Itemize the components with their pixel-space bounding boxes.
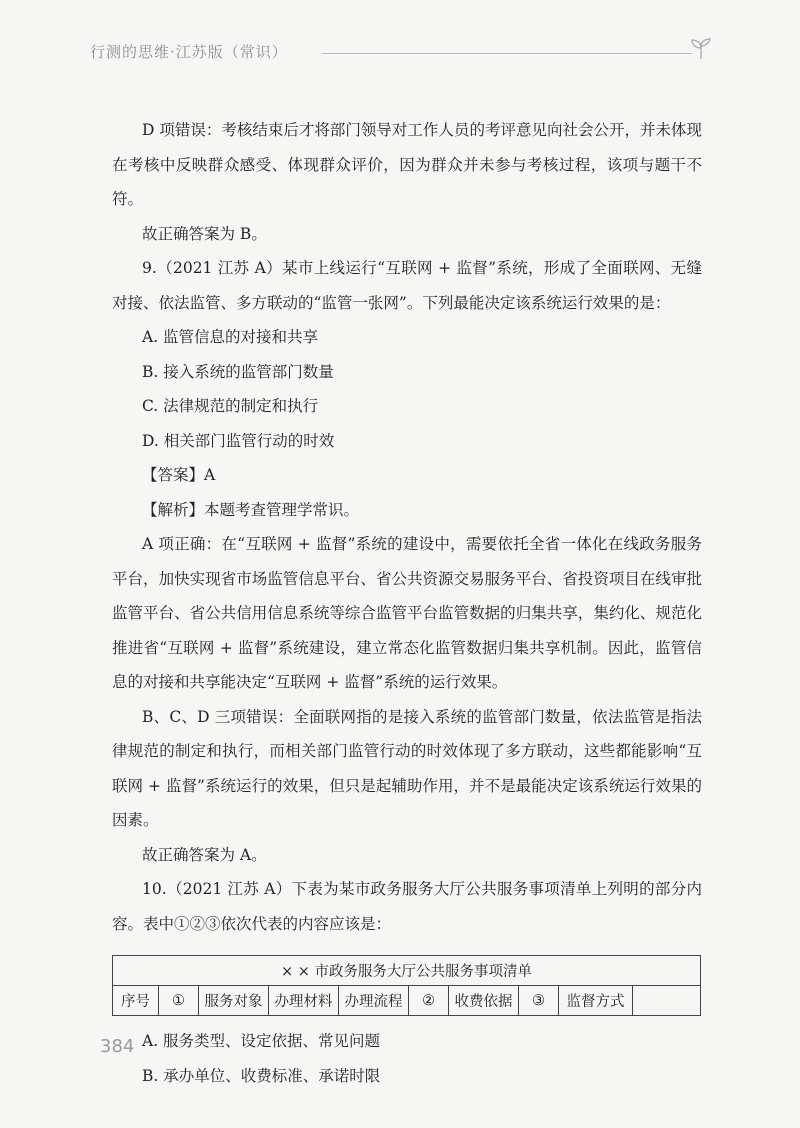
- paragraph-a-correct: A 项正确：在“互联网 + 监督”系统的建设中，需要依托全省一体化在线政务服务平台，加快实现省市场监管信息平台、省公共资源交易服务平台、省投资项目在线审批监管平台、省公共信用信息系统等综合监管平台监管数据的归集共享，集约化、规范化推进省“互联网 + 监督”系统建设，建立常态化监管数据归集共享机制。因此，监管信息的对接和共享能决定“互联网 + 监督”系统的运行效果。: [112, 535, 702, 691]
- service-list-table: [112, 955, 701, 1016]
- table-cell: ①: [159, 986, 199, 1016]
- running-header: [90, 37, 710, 67]
- analysis-label: 【解析】: [142, 500, 205, 519]
- table-cell: 服务对象: [199, 986, 269, 1016]
- header-rule: [322, 53, 692, 54]
- table-cell: 收费依据: [449, 986, 519, 1016]
- table-cell: 监督方式: [559, 986, 633, 1016]
- answer-label: 【答案】: [142, 466, 205, 484]
- paragraph-d-wrong: D 项错误：考核结束后才将部门领导对工作人员的考评意见向社会公开，并未体现在考核中反映群众感受、体现群众评价，因为群众并未参与考核过程，该项与题干不符。: [112, 121, 702, 208]
- q9-option-b: B. 接入系统的监管部门数量: [142, 362, 334, 381]
- q9-option-d: D. 相关部门监管行动的时效: [142, 431, 335, 450]
- question-10: 10.（2021 江苏 A）下表为某市政务服务大厅公共服务事项清单上列明的部分内容。表中①②③依次代表的内容应该是：: [112, 880, 702, 933]
- paragraph-answer-a: 故正确答案为 A。: [142, 845, 267, 864]
- q10-option-a: A. 服务类型、设定依据、常见问题: [142, 1032, 381, 1050]
- q9-option-a: A. 监管信息的对接和共享: [142, 328, 319, 346]
- table-caption-row: [113, 956, 701, 986]
- table-cell: 序号: [113, 986, 159, 1016]
- analysis-line: [112, 493, 702, 528]
- sprout-icon: [690, 37, 712, 61]
- answer-line: [112, 458, 702, 493]
- table-caption: × × 市政务服务大厅公共服务事项清单: [113, 956, 701, 986]
- table-cell: 办理流程: [339, 986, 409, 1016]
- analysis-value: 本题考查管理学常识。: [204, 500, 360, 519]
- table-cell: ②: [409, 986, 449, 1016]
- question-9: 9.（2021 江苏 A）某市上线运行“互联网 + 监督”系统，形成了全面联网、无缝对接、依法监管、多方联动的“监管一张网”。下列最能决定该系统运行效果的是：: [112, 259, 702, 312]
- paragraph-answer-b: 故正确答案为 B。: [142, 224, 267, 243]
- table-cell: 办理材料: [269, 986, 339, 1016]
- paragraph-bcd-wrong: B、C、D 三项错误：全面联网指的是接入系统的监管部门数量，依法监管是指法律规范的制定和执行，而相关部门监管行动的时效体现了多方联动，这些都能影响“互联网 + 监督”系统运行的效果，但只是起辅助作用，并不是最能决定该系统运行效果的因素。: [112, 707, 702, 829]
- header-title: 行测的思维·江苏版（常识）: [90, 43, 288, 61]
- table-cell: [633, 986, 701, 1016]
- q10-option-b: B. 承办单位、收费标准、承诺时限: [142, 1066, 381, 1085]
- page-body: [112, 113, 702, 1093]
- table-cell: ③: [519, 986, 559, 1016]
- q9-option-c: C. 法律规范的制定和执行: [142, 397, 319, 415]
- table-header-row: [113, 986, 701, 1016]
- answer-value: A: [204, 466, 216, 484]
- page-number: 384: [100, 1036, 135, 1057]
- service-list-table-wrap: [112, 955, 700, 1016]
